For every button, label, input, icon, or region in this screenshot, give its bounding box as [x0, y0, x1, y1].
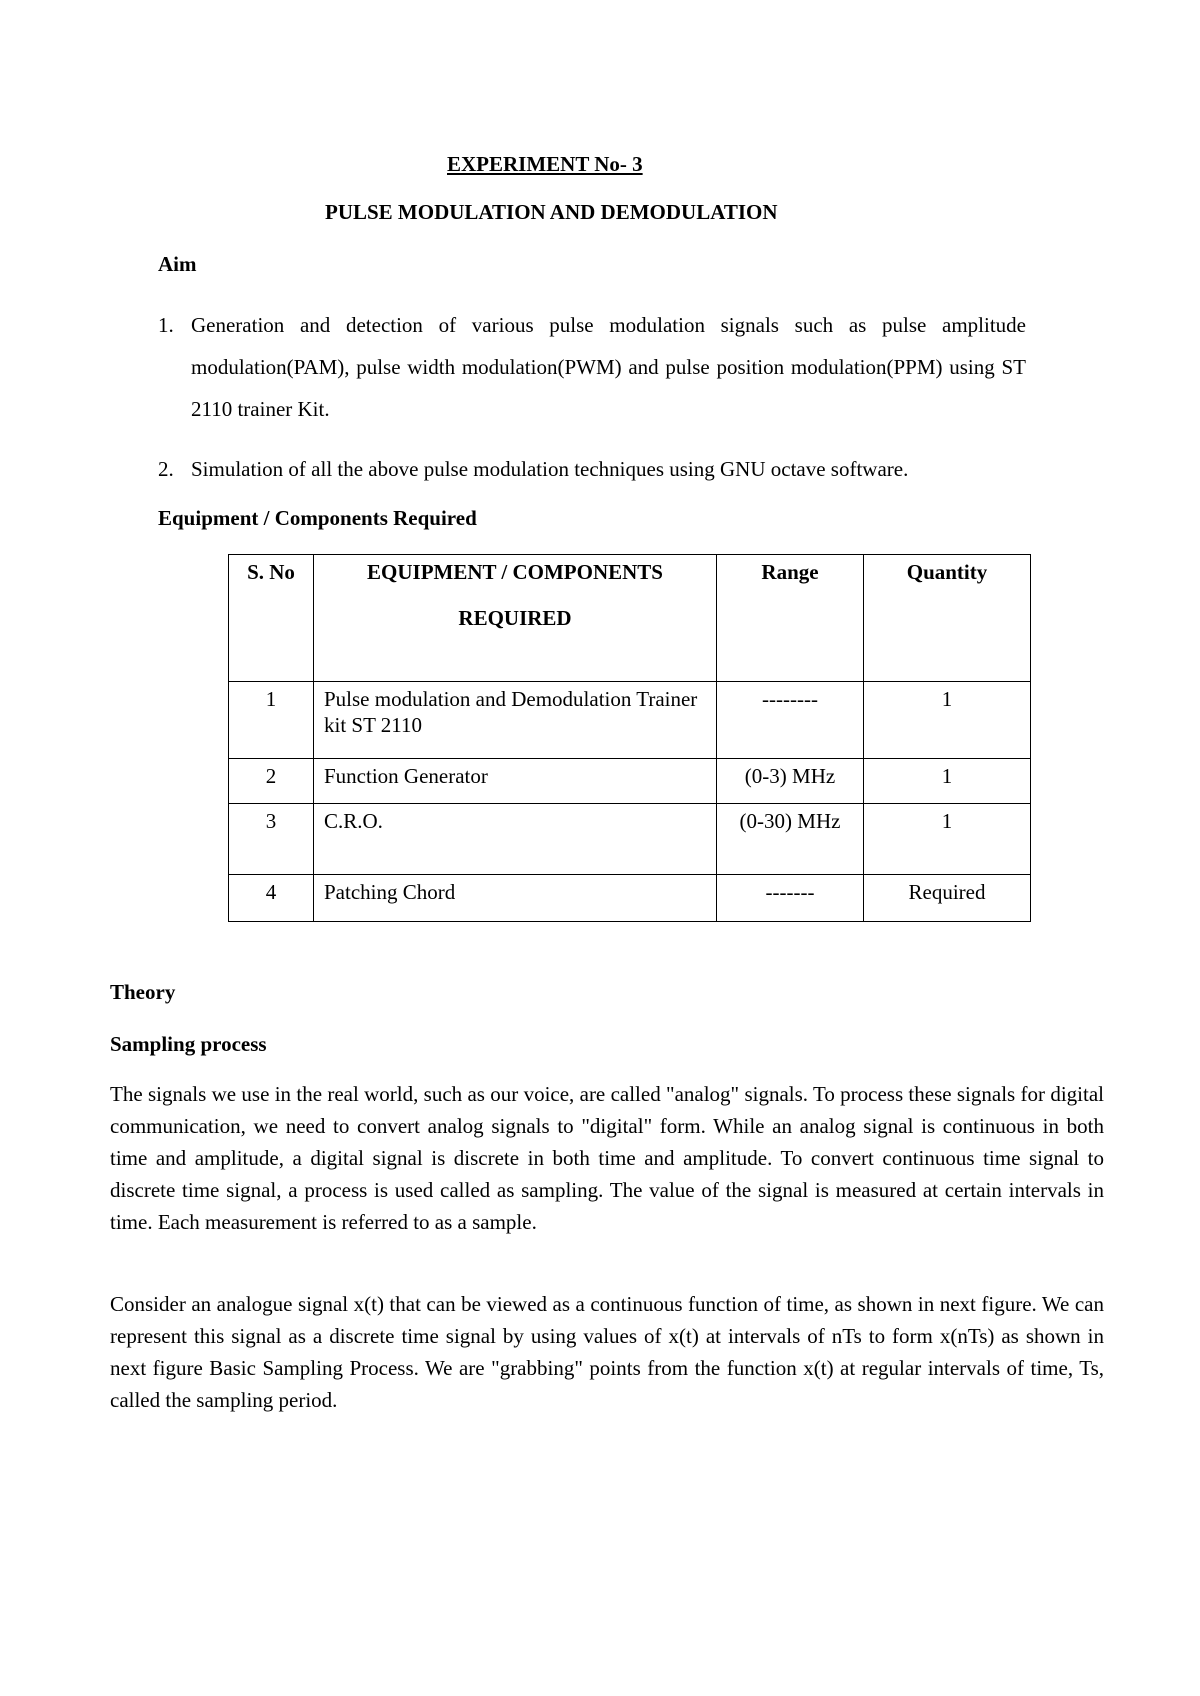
cell-quantity: 1 — [864, 682, 1031, 759]
sampling-heading: Sampling process — [110, 1032, 267, 1056]
aim-item-text: Generation and detection of various pulse modulation signals such as pulse amplitude modulation(PAM), pulse width modulation(PWM) and pulse position modulation(PPM) using ST 2110 trainer Kit. — [191, 313, 1026, 421]
cell-equipment: Pulse modulation and Demodulation Trainer kit ST 2110 — [314, 682, 717, 759]
cell-range: -------- — [717, 682, 864, 759]
aim-heading: Aim — [158, 252, 197, 276]
cell-range: (0-30) MHz — [717, 804, 864, 875]
table-row — [229, 682, 1031, 759]
header-equipment-line2: REQUIRED — [458, 606, 572, 630]
equipment-table — [228, 554, 1031, 922]
header-quantity: Quantity — [864, 555, 1031, 682]
cell-equipment: C.R.O. — [314, 804, 717, 875]
aim-item-number: 1. — [158, 313, 174, 337]
cell-equipment: Function Generator — [314, 759, 717, 804]
header-range: Range — [717, 555, 864, 682]
paragraph: The signals we use in the real world, such as our voice, are called "analog" signals. To process these signals for digital communication, we need to convert analog signals to "digital" form. While an analog signal is continuous in both time and amplitude, a digital signal is discrete in both time and amplitude. To convert continuous time signal to discrete time signal, a process is used called as sampling. The value of the signal is measured at certain intervals in time. Each measurement is referred to as a sample. — [110, 1082, 1104, 1234]
aim-item-number: 2. — [158, 457, 174, 481]
cell-sno: 4 — [229, 875, 314, 922]
cell-range: (0-3) MHz — [717, 759, 864, 804]
cell-sno: 1 — [229, 682, 314, 759]
cell-quantity: Required — [864, 875, 1031, 922]
header-sno: S. No — [229, 555, 314, 682]
theory-heading: Theory — [110, 980, 176, 1004]
header-equipment — [314, 555, 717, 682]
page-title: PULSE MODULATION AND DEMODULATION — [325, 200, 778, 224]
aim-item — [158, 448, 1026, 490]
equipment-heading: Equipment / Components Required — [158, 506, 477, 530]
aim-item — [158, 304, 1026, 430]
cell-range: ------- — [717, 875, 864, 922]
aim-list — [158, 304, 1026, 490]
table-row — [229, 875, 1031, 922]
cell-quantity: 1 — [864, 804, 1031, 875]
header-equipment-line1: EQUIPMENT / COMPONENTS — [367, 560, 663, 584]
table-header-row — [229, 555, 1031, 682]
experiment-number: EXPERIMENT No- 3 — [447, 152, 643, 176]
aim-item-text: Simulation of all the above pulse modulation techniques using GNU octave software. — [191, 457, 909, 481]
cell-equipment: Patching Chord — [314, 875, 717, 922]
cell-sno: 2 — [229, 759, 314, 804]
table-row — [229, 804, 1031, 875]
cell-quantity: 1 — [864, 759, 1031, 804]
paragraph: Consider an analogue signal x(t) that can be viewed as a continuous function of time, as shown in next figure. We can represent this signal as a discrete time signal by using values of x(t) at intervals of nTs to form x(nTs) as shown in next figure Basic Sampling Process. We are "grabbing" points from the function x(t) at regular intervals of time, Ts, called the sampling period. — [110, 1292, 1104, 1412]
cell-sno: 3 — [229, 804, 314, 875]
table-row — [229, 759, 1031, 804]
